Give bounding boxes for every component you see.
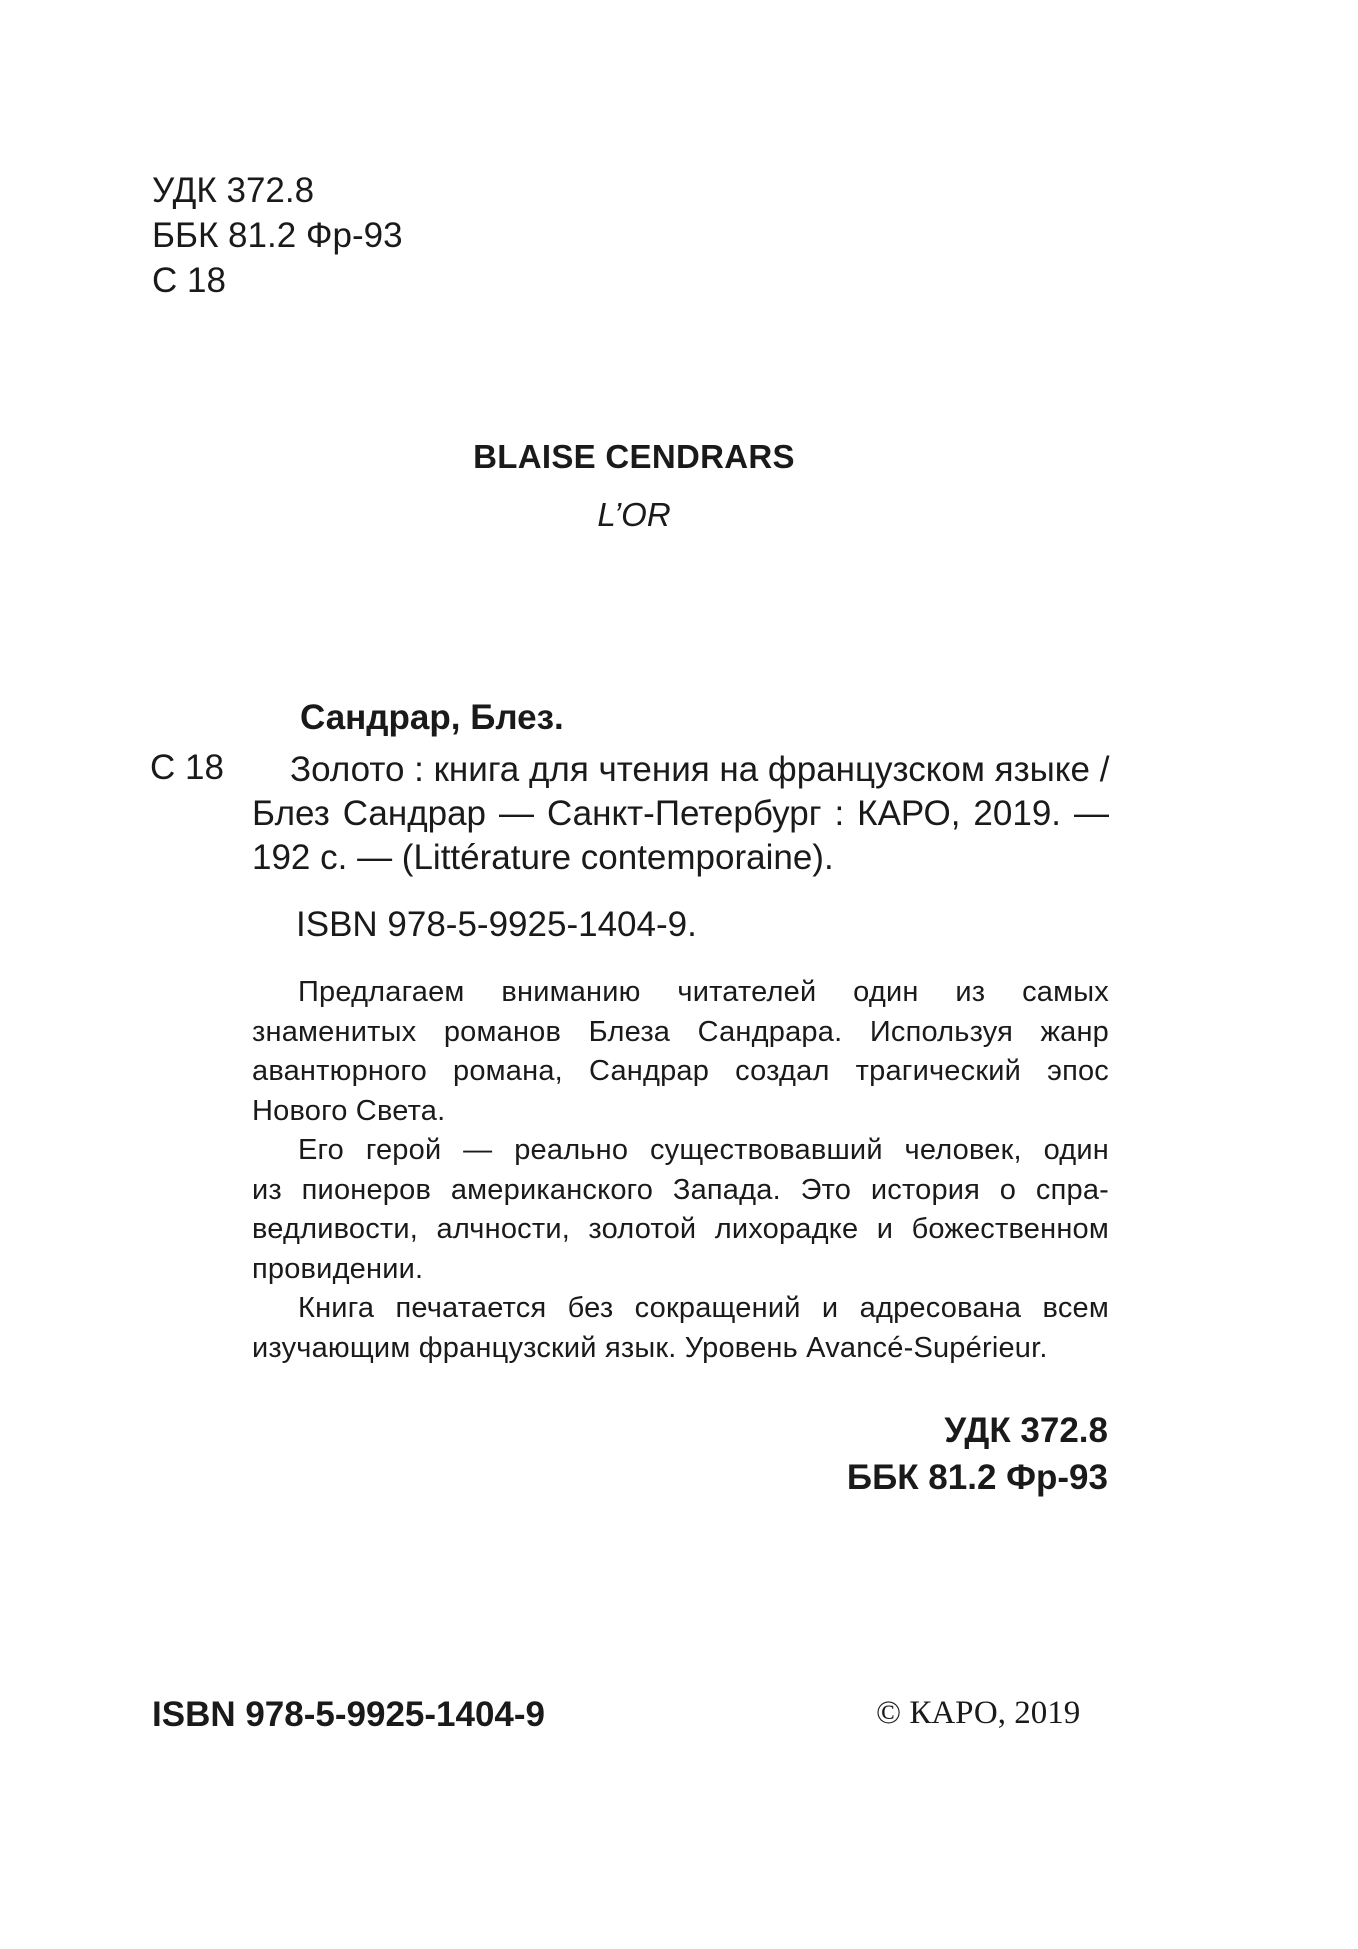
annotation-line: Книга печатается без сокращений и адресована всем (298, 1292, 1109, 1324)
record-cutter-code: С 18 (150, 748, 224, 787)
cutter-code: С 18 (152, 261, 226, 300)
record-line: Блез Сандрар — Санкт-Петербург : КАРО, 2019. — (252, 794, 1109, 833)
annotation-line: провидении. (252, 1252, 424, 1285)
annotation-line: ведливости, алчности, золотой лихорадке и божественном (252, 1213, 1109, 1245)
original-title: L’OR (597, 496, 671, 533)
annotation-line: Нового Света. (252, 1094, 446, 1127)
record-author-heading: Сандрар, Блез. (300, 698, 564, 737)
annotation-line: авантюрного романа, Сандрар создал трагический эпос (252, 1055, 1109, 1087)
annotation-line: из пионеров американского Запада. Это история о спра- (252, 1173, 1109, 1206)
catalog-codes-bottom (847, 1407, 1108, 1501)
annotation-line: знаменитых романов Блеза Сандрара. Используя жанр (252, 1015, 1109, 1048)
record-line: 192 с. — (Littérature contemporaine). (252, 838, 834, 877)
record-line: Золото : книга для чтения на французском языке / (290, 750, 1110, 789)
catalog-codes-top (152, 168, 403, 303)
bibliographic-record (252, 748, 1109, 880)
annotation-line: Его герой — реально существовавший человек, один (298, 1134, 1109, 1166)
bbk-code: ББК 81.2 Фр-93 (152, 216, 403, 255)
udk-code-bold: УДК 372.8 (944, 1411, 1108, 1450)
annotation-line: изучающим французский язык. Уровень Avancé-Supérieur. (252, 1331, 1048, 1364)
bbk-code-bold: ББК 81.2 Фр-93 (846, 1458, 1108, 1497)
footer-isbn: ISBN 978-5-9925-1404-9 (152, 1695, 546, 1734)
annotation-line: Предлагаем вниманию читателей один из самых (298, 976, 1109, 1008)
footer-copyright: © КАРО, 2019 (876, 1695, 1081, 1731)
annotation (252, 973, 1109, 1368)
record-isbn: ISBN 978-5-9925-1404-9. (296, 905, 697, 944)
original-author: BLAISE CENDRARS (473, 438, 795, 475)
udk-code: УДК 372.8 (152, 171, 315, 210)
